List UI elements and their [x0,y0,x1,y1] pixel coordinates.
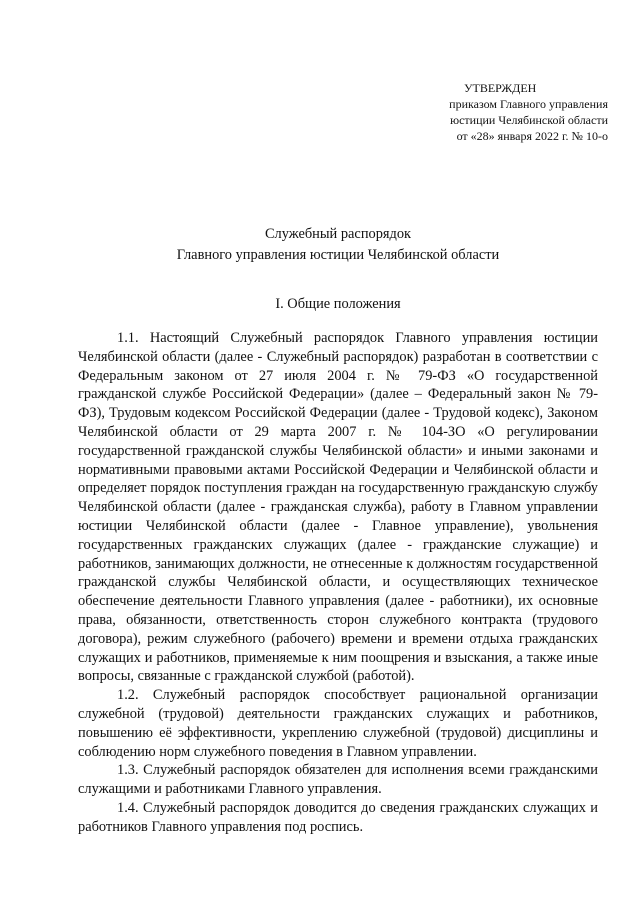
section-title: I. Общие положения [275,296,401,312]
approval-title: УТВЕРЖДЕН [464,81,537,95]
approval-stamp [398,80,608,144]
paragraph-1-2: 1.2. Служебный распорядок способствует рациональной организации служебной (трудовой) деятельности гражданских служащих и работников, повышению её эффективности, укреплению служебной (трудовой) дисциплины и соблюдению норм служебного поведения в Главном управлении. [78,687,598,760]
approval-line-2: юстиции Челябинской области [450,113,608,127]
document-body [78,329,598,837]
document-title-line-1: Служебный распорядок [264,226,412,242]
document-title-line-2: Главного управления юстиции Челябинской области [176,247,500,263]
paragraph-1-3: 1.3. Служебный распорядок обязателен для исполнения всеми гражданскими служащими и работниками Главного управления. [78,762,598,798]
document-title [78,224,598,266]
approval-line-3: от «28» января 2022 г. № 10-о [456,129,608,143]
approval-line-1: приказом Главного управления [449,97,608,111]
paragraph-1-1: 1.1. Настоящий Служебный распорядок Главного управления юстиции Челябинской области (далее - Служебный распорядок) разработан в соответствии с Федеральным законом от 27 июля 2004 г. № 79-ФЗ «О государственной гражданской службе Российской Федерации» (далее – Федеральный закон № 79-ФЗ), Трудовым кодексом Российской Федерации (далее - Трудовой кодекс), Законом Челябинской области от 29 марта 2007 г. № 104-ЗО «О регулировании государственной гражданской службы Челябинской области» и иными законами и нормативными правовыми актами Российской Федерации и Челябинской области и определяет порядок поступления граждан на государственную гражданскую службу Челябинской области (далее - гражданская служба), работу в Главном управлении юстиции Челябинской области (далее - Главное управление), увольнения государственных гражданских служащих (далее - гражданские служащие) и работников, занимающих должности, не отнесенные к должностям государственной гражданской службы Челябинской области, и осуществляющих техническое обеспечение деятельности Главного управления (далее - работники), их основные права, обязанности, ответственность сторон служебного контракта (трудового договора), режим служебного (рабочего) времени и времени отдыха гражданских служащих и работников, применяемые к ним поощрения и взыскания, а также иные вопросы, связанные с гражданской службой (работой). [78,330,598,685]
paragraph-1-4: 1.4. Служебный распорядок доводится до сведения гражданских служащих и работников Главного управления под роспись. [78,799,598,835]
